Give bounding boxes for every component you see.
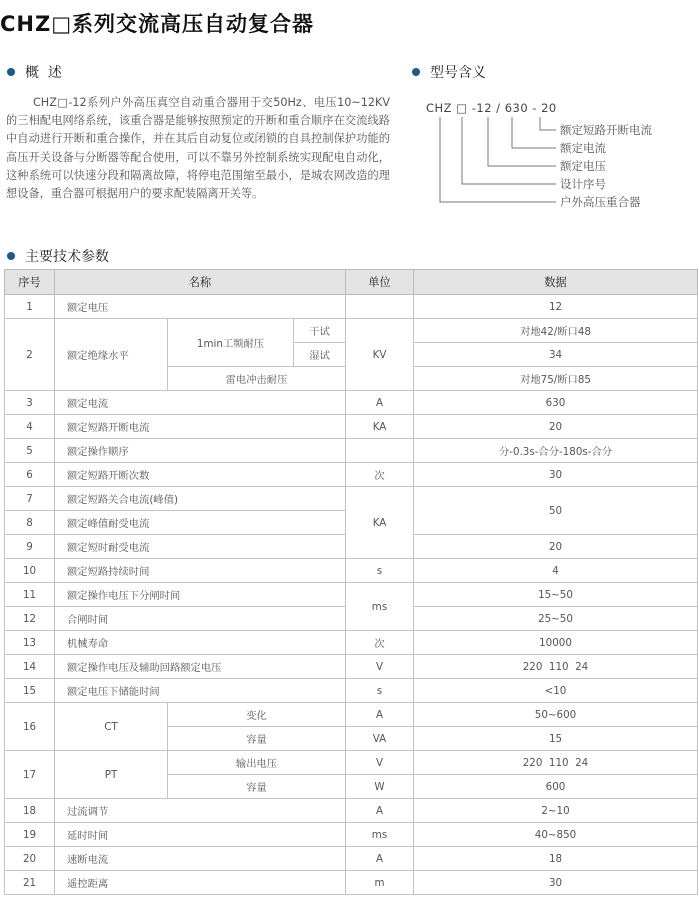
cell-name: 额定短时耐受电流 [55,535,346,559]
table-row [5,319,698,343]
cell-name: 额定峰值耐受电流 [55,511,346,535]
technical-parameters-table [4,269,698,895]
cell-data: 15 [414,727,698,751]
overview-heading-text: 概 述 [25,65,62,81]
table-row [5,583,698,607]
cell-no: 2 [5,319,55,391]
table-row [5,703,698,727]
cell-data: 40~850 [414,823,698,847]
cell-unit: V [346,655,414,679]
header-unit: 单位 [346,270,414,295]
cell-data: 4 [414,559,698,583]
cell-unit: 次 [346,631,414,655]
cell-data: 10000 [414,631,698,655]
table-row [5,871,698,895]
model-heading-text: 型号含义 [430,65,486,81]
cell-no: 4 [5,415,55,439]
cell-unit: V [346,751,414,775]
model-line-1: 额定短路开断电流 [560,123,652,137]
cell-subname: 变化 [168,703,346,727]
table-row [5,751,698,775]
cell-data: 对地75/断口85 [414,367,698,391]
cell-subname: 1min工频耐压 [168,319,294,367]
cell-data: 30 [414,463,698,487]
cell-name: 额定绝缘水平 [55,319,168,391]
bullet-icon [7,252,15,260]
cell-unit: KA [346,487,414,559]
cell-name: CT [55,703,168,751]
cell-data: 18 [414,847,698,871]
cell-data: 50~600 [414,703,698,727]
cell-name: 遥控距离 [55,871,346,895]
cell-unit: W [346,775,414,799]
cell-data: 20 [414,535,698,559]
cell-name: 额定短路开断电流 [55,415,346,439]
model-code: CHZ □ -12 / 630 - 20 [426,101,557,115]
cell-name: 速断电流 [55,847,346,871]
cell-data: 30 [414,871,698,895]
cell-name: 额定电压 [55,295,346,319]
model-line-3: 额定电压 [560,159,606,173]
table-row [5,487,698,511]
cell-unit: s [346,679,414,703]
table-row [5,823,698,847]
table-row [5,799,698,823]
cell-name: 额定电流 [55,391,346,415]
cell-subname: 容量 [168,727,346,751]
cell-subname: 湿试 [294,343,346,367]
cell-no: 6 [5,463,55,487]
cell-no: 17 [5,751,55,799]
cell-data: 20 [414,415,698,439]
cell-unit: KV [346,319,414,391]
cell-no: 1 [5,295,55,319]
cell-subname: 输出电压 [168,751,346,775]
table-row [5,295,698,319]
cell-name: 延时时间 [55,823,346,847]
cell-name: 额定操作顺序 [55,439,346,463]
model-line-4: 设计序号 [560,177,606,191]
cell-unit: ms [346,823,414,847]
cell-no: 21 [5,871,55,895]
cell-no: 16 [5,703,55,751]
cell-name: 额定短路持续时间 [55,559,346,583]
model-line-5: 户外高压重合器 [560,195,641,209]
table-row [5,847,698,871]
cell-no: 12 [5,607,55,631]
header-name: 名称 [55,270,346,295]
header-no: 序号 [5,270,55,295]
cell-data: 220 110 24 [414,751,698,775]
table-row [5,679,698,703]
cell-unit [346,439,414,463]
cell-name: PT [55,751,168,799]
cell-name: 额定电压下储能时间 [55,679,346,703]
cell-data: 25~50 [414,607,698,631]
cell-name: 过流调节 [55,799,346,823]
cell-data: 600 [414,775,698,799]
table-row [5,439,698,463]
table-row [5,391,698,415]
cell-unit: A [346,391,414,415]
cell-data: <10 [414,679,698,703]
cell-subname: 雷电冲击耐压 [168,367,346,391]
cell-no: 19 [5,823,55,847]
cell-name: 合闸时间 [55,607,346,631]
cell-no: 8 [5,511,55,535]
overview-paragraph: CHZ□-12系列户外高压真空自动重合器用于交50Hz、电压10~12KV的三相配电网络系统，该重合器是能够按照预定的开断和重合顺序在交流线路中自动进行开断和重合操作，并在其后自动复位或闭锁的自具控制保护功能的高压开关设备与分断器等配合使用，可以不靠另外控制系统实现配电自动化，这种系统可以快速分段和隔离故障，将停电范围缩至最小，是城农网改造的理想设备，重合器可根据用户的要求配装隔离开关等。 [6,96,390,201]
cell-subname: 容量 [168,775,346,799]
cell-no: 5 [5,439,55,463]
cell-unit: m [346,871,414,895]
cell-unit: 次 [346,463,414,487]
model-line-2: 额定电流 [560,141,606,155]
cell-name: 额定短路关合电流(峰值) [55,487,346,511]
cell-no: 9 [5,535,55,559]
section-params-heading [7,246,109,266]
cell-no: 11 [5,583,55,607]
page-title: CHZ□系列交流高压自动复合器 [0,12,315,36]
cell-data: 34 [414,343,698,367]
cell-unit: A [346,847,414,871]
header-data: 数据 [414,270,698,295]
cell-data: 12 [414,295,698,319]
cell-unit: KA [346,415,414,439]
cell-unit [346,295,414,319]
cell-no: 20 [5,847,55,871]
cell-no: 14 [5,655,55,679]
cell-data: 分-0.3s-合分-180s-合分 [414,439,698,463]
cell-no: 10 [5,559,55,583]
cell-data: 50 [414,487,698,535]
table-row [5,631,698,655]
cell-unit: A [346,799,414,823]
table-row [5,559,698,583]
cell-unit: A [346,703,414,727]
cell-no: 3 [5,391,55,415]
table-row [5,463,698,487]
cell-no: 13 [5,631,55,655]
cell-name: 额定操作电压下分闸时间 [55,583,346,607]
cell-data: 2~10 [414,799,698,823]
table-row [5,655,698,679]
cell-no: 7 [5,487,55,511]
params-heading-text: 主要技术参数 [25,249,109,265]
cell-unit: s [346,559,414,583]
table-header-row [5,270,698,295]
cell-subname: 干试 [294,319,346,343]
cell-name: 额定操作电压及辅助回路额定电压 [55,655,346,679]
cell-data: 15~50 [414,583,698,607]
cell-unit: VA [346,727,414,751]
cell-data: 220 110 24 [414,655,698,679]
table-row [5,415,698,439]
cell-data: 630 [414,391,698,415]
cell-no: 15 [5,679,55,703]
cell-data: 对地42/断口48 [414,319,698,343]
cell-name: 额定短路开断次数 [55,463,346,487]
cell-no: 18 [5,799,55,823]
cell-name: 机械寿命 [55,631,346,655]
cell-unit: ms [346,583,414,631]
